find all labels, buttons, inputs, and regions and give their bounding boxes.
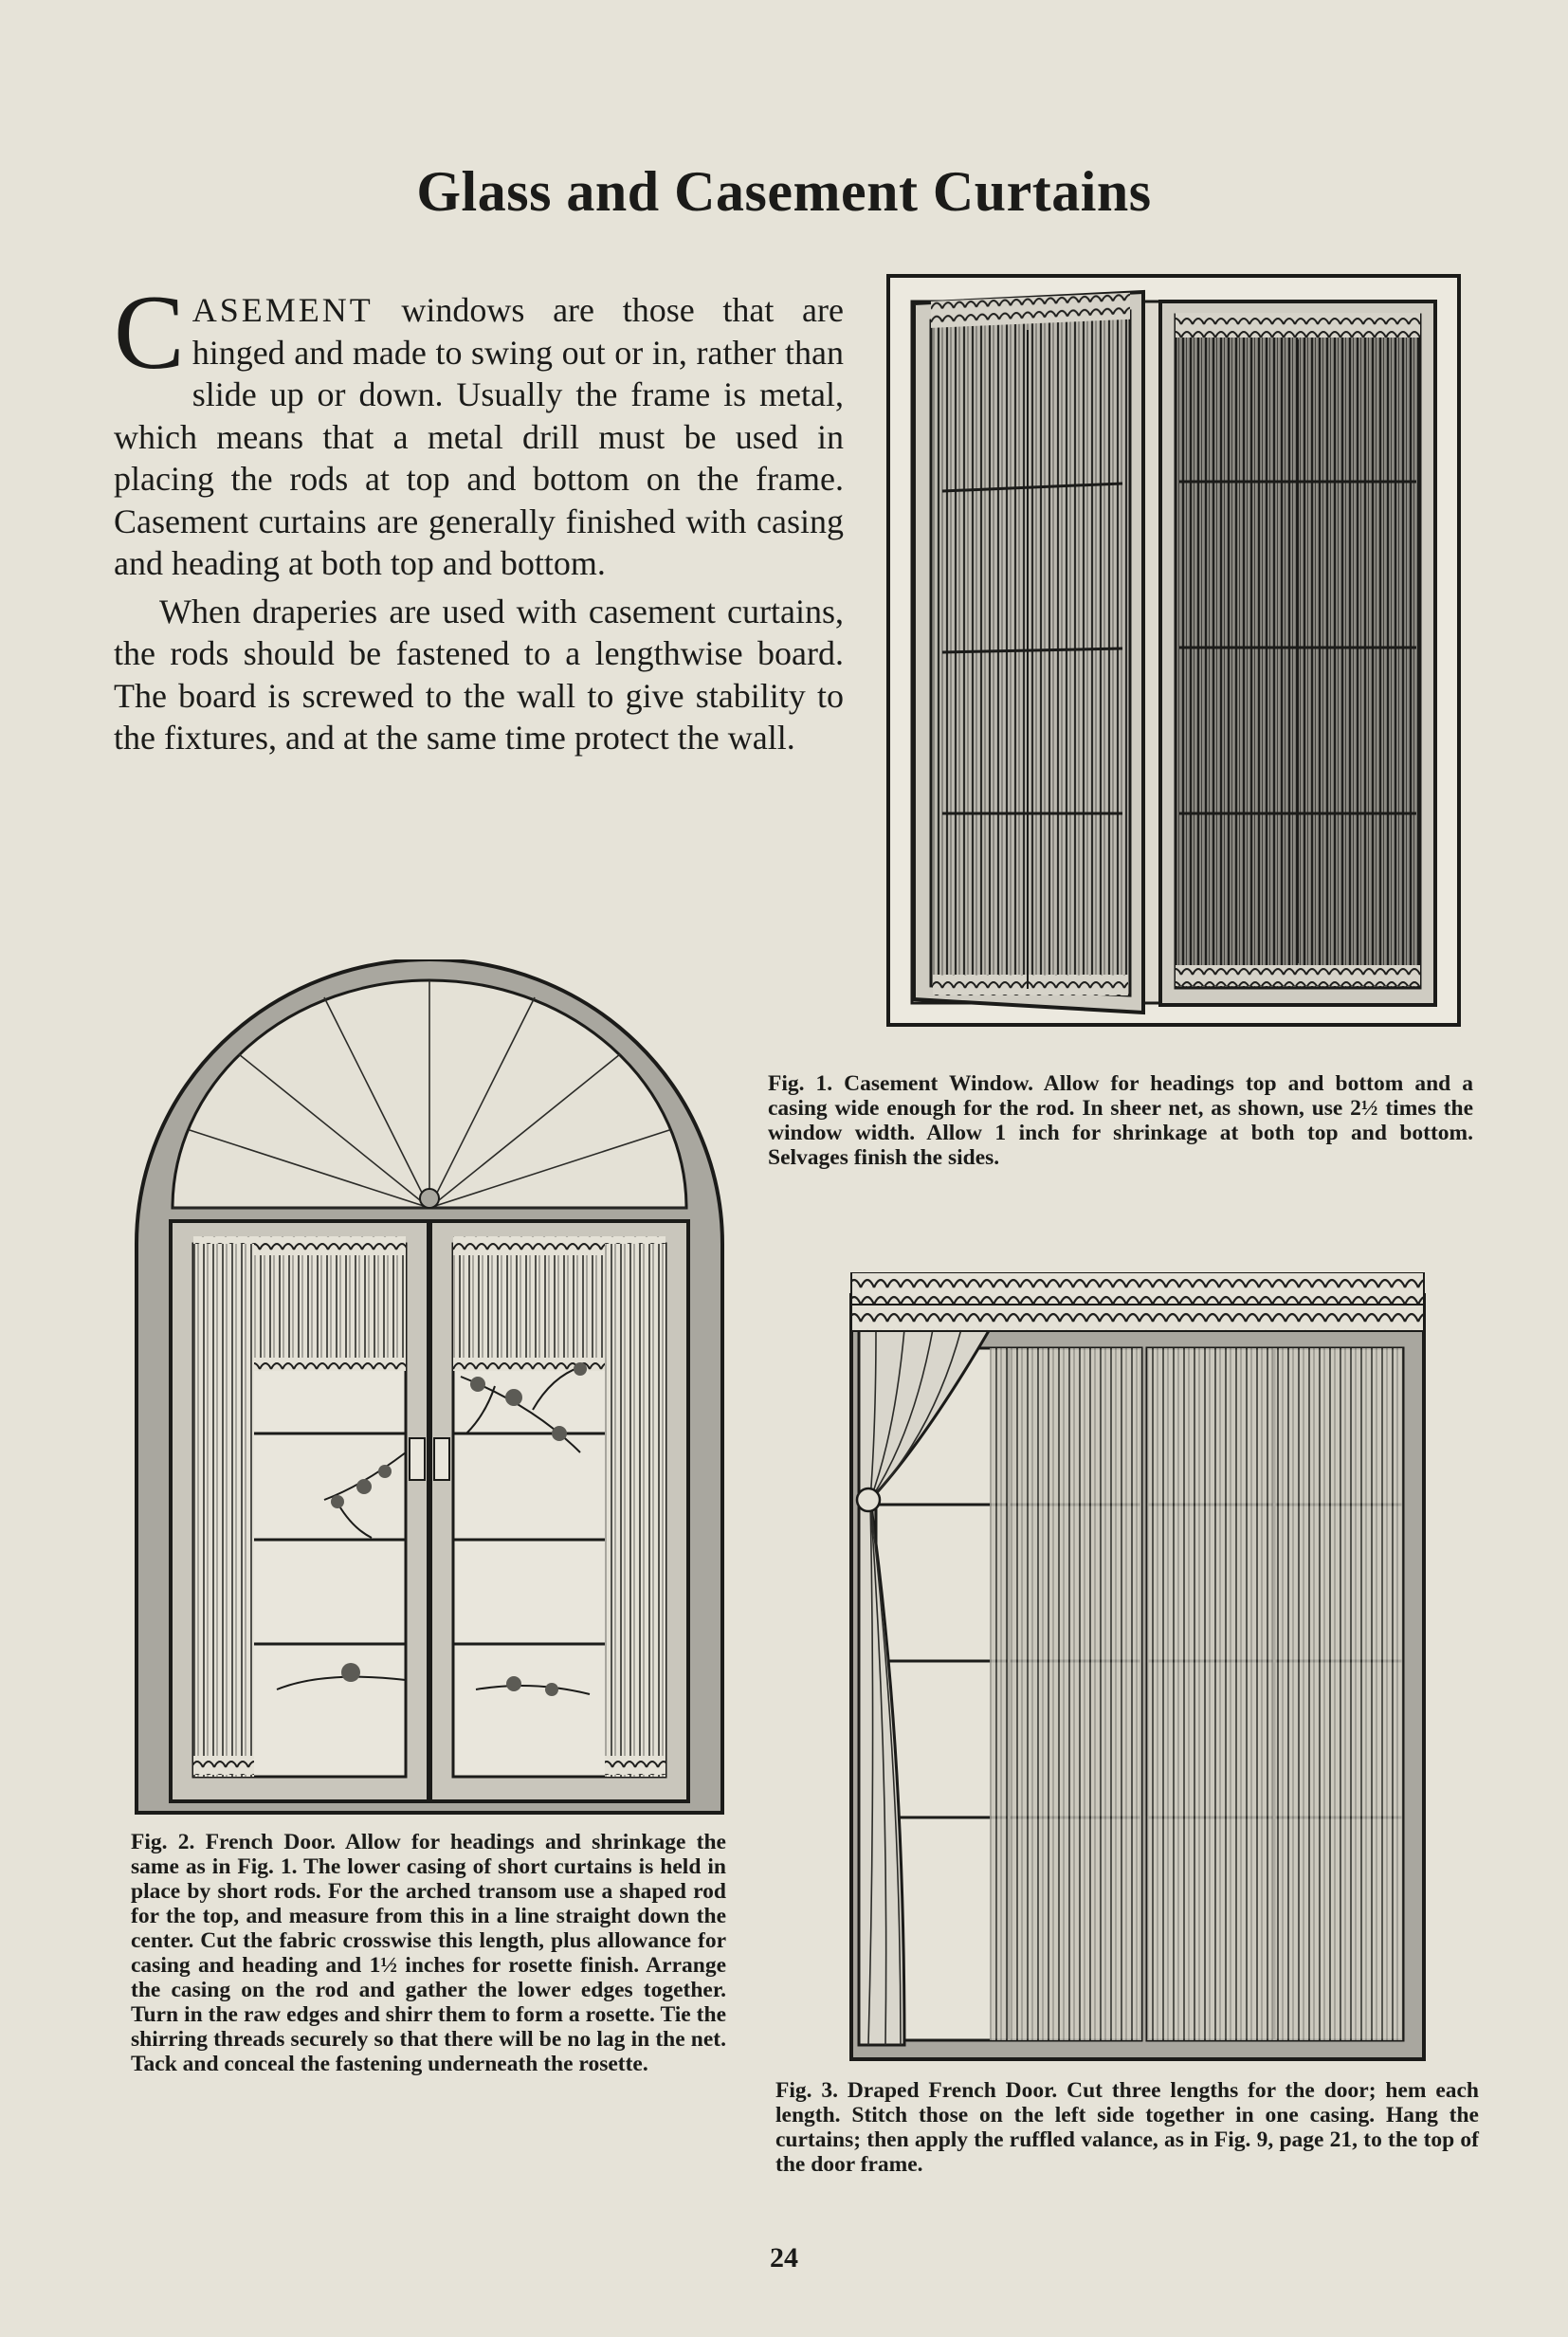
french-door-illustration <box>135 959 724 1815</box>
intro-paragraph-1 <box>114 274 844 585</box>
figure-1-text: Allow for headings top and bottom and a casing wide enough for the rod. In sheer net, as shown, use 2½ times the window width. Allow 1 inch for shrinkage at both top and bottom. Selvages finish the sides. <box>768 1071 1473 1170</box>
intro-paragraph-2: When draperies are used with casement curtains, the rods should be fastened to a lengthwise board. The board is screwed to the wall to give stability to the fixtures, and at the same time protect the wall. <box>114 592 844 757</box>
figure-2-french-door <box>135 959 724 1815</box>
casement-window-illustration <box>885 273 1462 1028</box>
draped-french-door-illustration <box>848 1272 1428 2065</box>
figure-3-label: Fig. 3. Draped French Door. <box>775 2078 1058 2103</box>
page-number: 24 <box>770 2242 798 2273</box>
figure-2-label: Fig. 2. French Door. <box>131 1830 336 1854</box>
figure-1-casement-window <box>885 273 1462 1028</box>
lead-caps: ASEMENT <box>191 291 374 329</box>
intro-paragraph-1-body: windows are those that are hinged and made to swing out or in, rather than slide up or down. Usually the frame is metal, which means that a metal drill must be used in placing the rods at top and bottom on the frame. Casement curtains are generally finished with casing and heading at both top and bottom. <box>114 291 844 582</box>
drop-cap: C <box>114 274 185 392</box>
figure-3-draped-french-door <box>848 1272 1428 2065</box>
intro-text <box>114 274 844 759</box>
figure-1-caption <box>768 1071 1473 1170</box>
figure-3-text: Cut three lengths for the door; hem each length. Stitch those on the left side together in one casing. Hang the curtains; then apply the ruffled valance, as in Fig. 9, page 21, to the top of the door frame. <box>775 2078 1479 2177</box>
figure-1-label: Fig. 1. Casement Window. <box>768 1071 1034 1096</box>
figure-3-caption <box>775 2078 1479 2177</box>
figure-2-text: Allow for headings and shrinkage the same as in Fig. 1. The lower casing of short curtains is held in place by short rods. For the arched transom use a shaped rod for the top, and measure from this in a line straight down the center. Cut the fabric crosswise this length, plus allowance for casing and heading and 1½ inches for rosette finish. Arrange the casing on the rod and gather the lower edges together. Turn in the raw edges and shirr them to form a rosette. Tie the shirring threads securely so that there will be no lag in the net. Tack and conceal the fastening underneath the rosette. <box>131 1830 726 2076</box>
page-title: Glass and Casement Curtains <box>416 160 1152 223</box>
figure-2-caption <box>131 1830 726 2076</box>
